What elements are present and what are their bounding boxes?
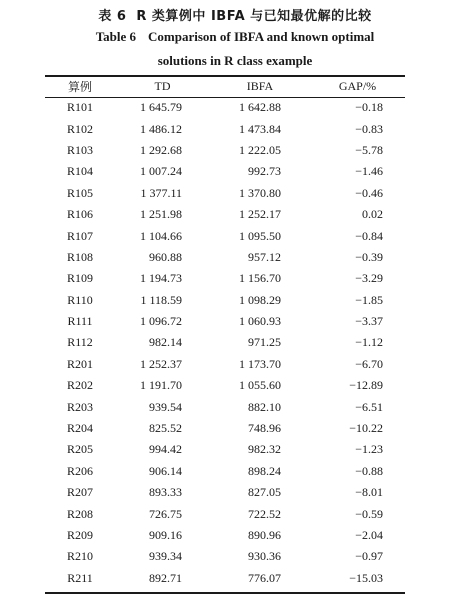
table-caption-english [0, 29, 470, 45]
table-row [45, 225, 405, 246]
cell-td-value: 1 377.11 [140, 185, 182, 200]
cell-ibfa [210, 140, 310, 161]
cell-ibfa-value: 1 095.50 [239, 228, 281, 243]
cell-gap-value: −0.39 [355, 249, 383, 264]
cell-td-value: 1 194.73 [140, 271, 182, 286]
cell-gap [310, 268, 405, 289]
cell-gap [310, 396, 405, 417]
header-instance: 算例 [67, 80, 92, 94]
cell-ibfa-value: 971.25 [248, 335, 281, 350]
cell-ibfa [210, 439, 310, 460]
table-row [45, 503, 405, 524]
table-row [45, 439, 405, 460]
cell-instance: R210 [66, 549, 93, 564]
table-row [45, 525, 405, 546]
header-td: TD [154, 79, 171, 93]
cell-ibfa-value: 1 055.60 [239, 378, 281, 393]
cell-gap-value: −1.23 [355, 442, 383, 457]
cell-td [115, 439, 210, 460]
cell-td-value: 1 096.72 [140, 314, 182, 329]
cell-instance: R106 [66, 207, 93, 222]
table-row [45, 140, 405, 161]
cell-instance: R208 [66, 506, 93, 521]
table-row [45, 118, 405, 139]
cell-gap-value: −6.51 [355, 399, 383, 414]
cell-ibfa [210, 525, 310, 546]
cell-gap-value: −1.12 [355, 335, 383, 350]
cell-instance: R209 [66, 528, 93, 542]
cell-td [115, 503, 210, 524]
cell-instance: R109 [66, 271, 93, 286]
cell-td-value: 1 486.12 [140, 121, 182, 136]
cell-td-value: 1 191.70 [140, 378, 182, 393]
table-row [45, 332, 405, 353]
cell-gap [310, 461, 405, 482]
cell-gap-value: 0.02 [362, 207, 383, 222]
cell-gap [310, 482, 405, 503]
cell-td [115, 396, 210, 417]
cell-td-value: 726.75 [149, 506, 182, 521]
cell-ibfa [210, 118, 310, 139]
cell-ibfa [210, 290, 310, 311]
cell-td-value: 1 251.98 [140, 207, 182, 222]
cell-instance: R103 [66, 142, 93, 157]
cell-ibfa-value: 776.07 [248, 570, 281, 585]
cell-td [115, 461, 210, 482]
cell-ibfa [210, 482, 310, 503]
table-row [45, 546, 405, 567]
cell-gap-value: −5.78 [355, 142, 383, 157]
cell-instance: R206 [66, 463, 93, 478]
cell-td [115, 332, 210, 353]
cell-gap [310, 183, 405, 204]
cell-td-value: 892.71 [149, 570, 182, 585]
header-gap: GAP/% [338, 79, 377, 93]
table-row [45, 247, 405, 268]
cell-gap-value: −3.29 [355, 271, 383, 286]
table-row [45, 311, 405, 332]
cell-gap [310, 161, 405, 182]
cell-ibfa [210, 503, 310, 524]
cell-td-value: 960.88 [149, 249, 182, 264]
cell-gap-value: −0.83 [355, 121, 383, 136]
table-bottom-rule [45, 592, 405, 594]
cell-td [115, 97, 210, 118]
table-row [45, 268, 405, 289]
cell-ibfa-value: 827.05 [248, 485, 281, 500]
cell-td [115, 482, 210, 503]
cell-td [115, 161, 210, 182]
cell-td [115, 225, 210, 246]
cell-td [115, 546, 210, 567]
cell-td-value: 939.34 [149, 549, 182, 564]
cell-gap-value: −0.88 [355, 463, 383, 478]
table-row [45, 568, 405, 589]
cell-ibfa-value: 957.12 [248, 249, 281, 264]
cell-ibfa-value: 930.36 [248, 549, 281, 564]
cell-gap-value: −0.84 [355, 228, 383, 243]
cell-ibfa [210, 396, 310, 417]
cell-ibfa-value: 748.96 [248, 421, 281, 436]
cell-instance: R108 [66, 249, 93, 264]
cell-gap-value: −2.04 [355, 528, 383, 542]
cell-instance: R204 [66, 421, 93, 436]
cell-td [115, 268, 210, 289]
cell-gap-value: −0.18 [355, 100, 383, 115]
cell-td [115, 311, 210, 332]
cell-ibfa [210, 375, 310, 396]
cell-ibfa-value: 890.96 [248, 528, 281, 542]
cell-ibfa-value: 722.52 [248, 506, 281, 521]
table-row [45, 461, 405, 482]
cell-ibfa [210, 225, 310, 246]
cell-gap [310, 525, 405, 546]
cell-instance: R203 [66, 399, 93, 414]
cell-gap [310, 247, 405, 268]
cell-instance: R211 [67, 570, 93, 585]
cell-td [115, 247, 210, 268]
table-row [45, 290, 405, 311]
cell-ibfa-value: 1 252.17 [239, 207, 281, 222]
cell-ibfa-value: 1 173.70 [239, 356, 281, 371]
cell-instance: R202 [66, 378, 93, 393]
cell-ibfa-value: 1 473.84 [239, 121, 281, 136]
cell-instance: R201 [66, 356, 93, 371]
cell-gap-value: −15.03 [349, 570, 383, 585]
cell-gap-value: −10.22 [349, 421, 383, 436]
cell-instance: R111 [67, 314, 93, 329]
table-row [45, 354, 405, 375]
cell-ibfa [210, 546, 310, 567]
cell-gap-value: −0.97 [355, 549, 383, 564]
cell-ibfa [210, 204, 310, 225]
cell-gap-value: −3.37 [355, 314, 383, 329]
cell-gap [310, 311, 405, 332]
cell-ibfa [210, 161, 310, 182]
cell-ibfa-value: 898.24 [248, 463, 281, 478]
cell-gap-value: −1.46 [355, 164, 383, 179]
cell-instance: R105 [66, 185, 93, 200]
table-row [45, 375, 405, 396]
cell-gap [310, 503, 405, 524]
cell-gap [310, 418, 405, 439]
table-row [45, 482, 405, 503]
table-row [45, 97, 405, 118]
cell-gap-value: −0.46 [355, 185, 383, 200]
cell-instance: R107 [66, 228, 93, 243]
cell-td-value: 1 252.37 [140, 356, 182, 371]
cell-ibfa [210, 354, 310, 375]
table-caption-chinese [0, 5, 470, 24]
cell-td-value: 906.14 [149, 463, 182, 478]
cell-gap [310, 332, 405, 353]
cell-gap [310, 118, 405, 139]
cell-ibfa-value: 1 222.05 [239, 142, 281, 157]
cell-td [115, 525, 210, 546]
cell-gap-value: −0.59 [355, 506, 383, 521]
cell-td-value: 909.16 [149, 528, 182, 542]
cell-ibfa-value: 1 370.80 [239, 185, 281, 200]
cell-td-value: 893.33 [149, 485, 182, 500]
table-label-chinese: 表 6 [98, 9, 127, 24]
cell-instance: R110 [67, 292, 93, 307]
cell-td [115, 418, 210, 439]
cell-td [115, 140, 210, 161]
cell-gap-value: −12.89 [349, 378, 383, 393]
table-label-english: Table 6 [95, 29, 137, 44]
cell-td-value: 1 118.59 [140, 292, 182, 307]
header-ibfa: IBFA [246, 79, 274, 93]
cell-gap [310, 354, 405, 375]
cell-ibfa [210, 311, 310, 332]
cell-td-value: 982.14 [149, 335, 182, 350]
cell-gap-value: −8.01 [355, 485, 383, 500]
cell-instance: R112 [67, 335, 93, 350]
cell-gap [310, 568, 405, 589]
cell-gap [310, 204, 405, 225]
table-row [45, 183, 405, 204]
cell-td-value: 1 104.66 [140, 228, 182, 243]
cell-ibfa [210, 247, 310, 268]
cell-ibfa [210, 268, 310, 289]
table-row [45, 396, 405, 417]
cell-instance: R207 [66, 485, 93, 500]
comparison-table [45, 76, 405, 589]
cell-instance: R104 [66, 164, 93, 179]
cell-td [115, 183, 210, 204]
cell-ibfa-value: 882.10 [248, 399, 281, 414]
table-row [45, 418, 405, 439]
cell-ibfa-value: 1 156.70 [239, 271, 281, 286]
cell-instance: R102 [66, 121, 93, 136]
cell-td [115, 354, 210, 375]
cell-td [115, 290, 210, 311]
cell-gap-value: −6.70 [355, 356, 383, 371]
cell-ibfa [210, 418, 310, 439]
cell-td [115, 375, 210, 396]
table-title-chinese: R 类算例中 IBFA 与已知最优解的比较 [136, 9, 372, 24]
cell-instance: R101 [66, 100, 93, 115]
cell-td [115, 568, 210, 589]
cell-gap [310, 97, 405, 118]
cell-gap-value: −1.85 [355, 292, 383, 307]
cell-ibfa-value: 1 060.93 [239, 314, 281, 329]
cell-ibfa-value: 1 098.29 [239, 292, 281, 307]
cell-td [115, 204, 210, 225]
cell-instance: R205 [66, 442, 93, 457]
cell-td [115, 118, 210, 139]
cell-gap [310, 225, 405, 246]
table-title-english-line2: solutions in R class example [157, 53, 313, 68]
table-body [45, 97, 405, 589]
cell-gap [310, 546, 405, 567]
cell-gap [310, 140, 405, 161]
cell-gap [310, 375, 405, 396]
cell-ibfa [210, 568, 310, 589]
cell-ibfa [210, 97, 310, 118]
cell-ibfa-value: 992.73 [248, 164, 281, 179]
cell-td-value: 994.42 [149, 442, 182, 457]
cell-gap [310, 290, 405, 311]
cell-td-value: 1 007.24 [140, 164, 182, 179]
cell-td-value: 1 645.79 [140, 100, 182, 115]
cell-ibfa-value: 1 642.88 [239, 100, 281, 115]
cell-td-value: 825.52 [149, 421, 182, 436]
table-row [45, 161, 405, 182]
table-title-english-line1: Comparison of IBFA and known optimal [148, 29, 375, 44]
table-header-row [45, 76, 405, 97]
cell-td-value: 939.54 [149, 399, 182, 414]
cell-ibfa-value: 982.32 [248, 442, 281, 457]
cell-gap [310, 439, 405, 460]
cell-ibfa [210, 461, 310, 482]
cell-td-value: 1 292.68 [140, 142, 182, 157]
table-row [45, 204, 405, 225]
cell-ibfa [210, 332, 310, 353]
cell-ibfa [210, 183, 310, 204]
